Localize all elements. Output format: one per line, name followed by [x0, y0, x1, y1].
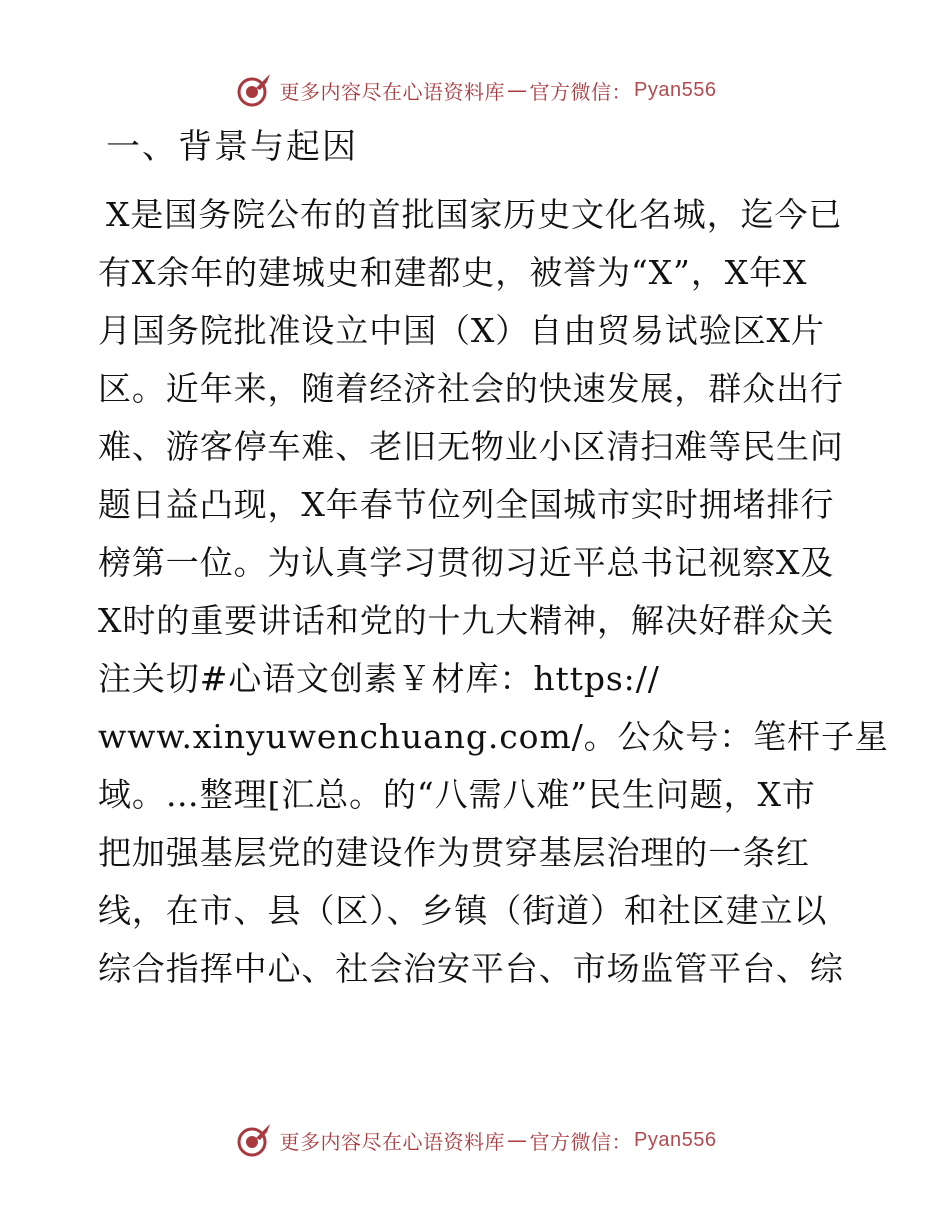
- text-line: X时的重要讲话和党的十九大精神，解决好群众关: [98, 601, 835, 640]
- text-line: X是国务院公布的首批国家历史文化名城，迄今已: [106, 195, 843, 234]
- text-line: 区。近年来，随着经济社会的快速发展，群众出行: [98, 369, 844, 408]
- text-line: 域。…整理[汇总。的“八需八难”民生问题，X市: [98, 775, 816, 814]
- text-line: 难、游客停车难、老旧无物业小区清扫难等民生问: [98, 427, 844, 466]
- watermark-separator: —: [507, 1128, 528, 1152]
- watermark-brand: 更多内容尽在心语资料库: [279, 1129, 506, 1154]
- body-paragraph: [98, 186, 889, 998]
- text-line: 线，在市、县（区）、乡镇（街道）和社区建立以: [98, 891, 828, 930]
- watermark-banner-top: [0, 68, 950, 112]
- text-line: www.xinyuwenchuang.com/。公众号：笔杆子星: [98, 717, 889, 756]
- watermark-separator: —: [507, 78, 528, 102]
- quill-logo-icon: [234, 70, 274, 110]
- text-line: 把加强基层党的建设作为贯穿基层治理的一条红: [98, 833, 810, 872]
- text-line: 榜第一位。为认真学习贯彻习近平总书记视察X及: [98, 543, 835, 582]
- text-line: 有X余年的建城史和建都史，被誉为“X”，X年X: [98, 253, 808, 292]
- text-line: 综合指挥中心、社会治安平台、市场监管平台、综: [98, 949, 844, 988]
- text-line: 题日益凸现，X年春节位列全国城市实时拥堵排行: [98, 485, 835, 524]
- text-line: 月国务院批准设立中国（X）自由贸易试验区X片: [98, 311, 825, 350]
- watermark-handle: Pyan556: [634, 78, 717, 101]
- document-content: [98, 118, 889, 998]
- section-heading: 一、背景与起因: [106, 127, 358, 167]
- watermark-banner-bottom: [0, 1118, 950, 1162]
- watermark-handle: Pyan556: [634, 1128, 717, 1151]
- watermark-official-label: 官方微信：: [529, 1129, 633, 1154]
- quill-logo-icon: [234, 1120, 274, 1160]
- watermark-brand: 更多内容尽在心语资料库: [279, 79, 506, 104]
- watermark-official-label: 官方微信：: [529, 79, 633, 104]
- text-line: 注关切#心语文创素￥材库：https://: [98, 659, 660, 698]
